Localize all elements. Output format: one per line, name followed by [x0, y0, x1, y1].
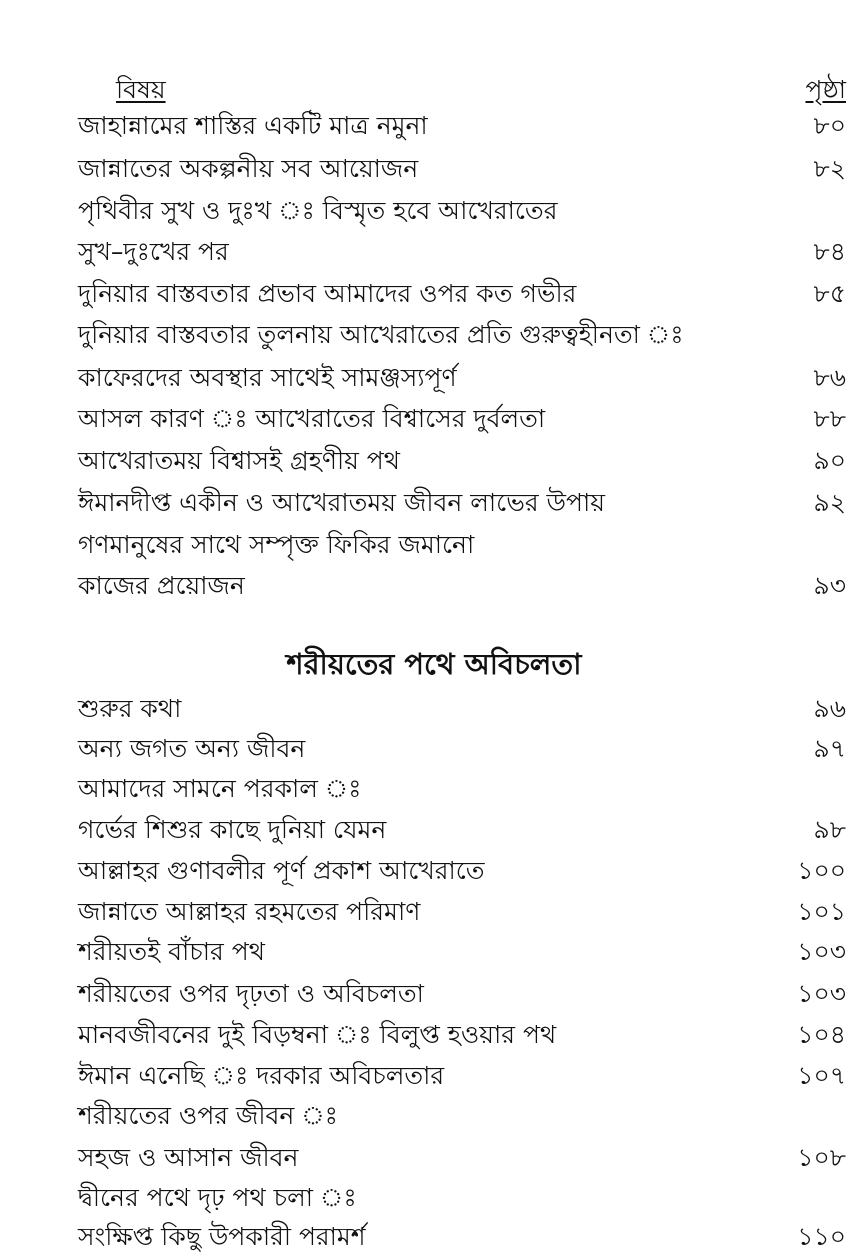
- toc-entry-page: ৯৭: [813, 734, 846, 763]
- toc-entry-title: কাজের প্রয়োজন: [78, 571, 245, 600]
- toc-entry-page: ৯৮: [813, 815, 846, 844]
- toc-entry: [78, 891, 846, 932]
- toc-entry-title: জান্নাতের অকল্পনীয় সব আয়োজন: [78, 154, 419, 183]
- toc-entry: [78, 105, 846, 146]
- toc-entry-page: ৮২: [813, 154, 846, 183]
- topic-column-header: বিষয়: [116, 75, 166, 104]
- toc-entry: [78, 931, 846, 972]
- toc-entry-page: ১১০: [797, 1222, 846, 1251]
- toc-entry: [78, 398, 846, 439]
- toc-entry: [78, 1137, 846, 1178]
- toc-entry-title: আখেরাতময় বিশ্বাসই গ্রহণীয় পথ: [78, 446, 400, 475]
- toc-entry-title: আল্লাহর গুণাবলীর পূর্ণ প্রকাশ আখেরাতে: [78, 856, 485, 885]
- toc-entry-title: গর্ভের শিশুর কাছে দুনিয়া যেমন: [78, 815, 387, 844]
- toc-entry-title: ঈমান এনেছি ঃ দরকার অবিচলতার: [78, 1061, 445, 1090]
- toc-entry-page: ৮০: [813, 111, 846, 140]
- toc-entry-title: শরীয়তের ওপর দৃঢ়তা ও অবিচলতা: [78, 979, 424, 1008]
- toc-entry-title: পৃথিবীর সুখ ও দুঃখ ঃ বিস্মৃত হবে আখেরাতের: [78, 196, 558, 225]
- toc-entry: [78, 190, 846, 231]
- toc-entry: [78, 728, 846, 769]
- toc-entry-page: ৯৬: [813, 694, 846, 723]
- toc-entry: [78, 1055, 846, 1096]
- page-column-header: পৃষ্ঠা: [805, 75, 846, 104]
- toc-entry: [78, 1014, 846, 1055]
- toc-entry-page: ১০৩: [797, 979, 846, 1008]
- toc-entry: [78, 850, 846, 891]
- toc-entry-page: ১০৪: [797, 1020, 846, 1049]
- toc-entry-title: শুরুর কথা: [78, 694, 182, 723]
- toc-entry-page: ১০৮: [797, 1143, 846, 1172]
- toc-entry-page: ১০৭: [797, 1061, 846, 1090]
- toc-entry: [78, 440, 846, 481]
- toc-entry: [78, 231, 846, 272]
- toc-entry-page: ৮৫: [813, 279, 846, 308]
- toc-entry-title: জান্নাতে আল্লাহর রহমতের পরিমাণ: [78, 897, 421, 926]
- toc-entry: [78, 973, 846, 1014]
- toc-entry-page: ১০১: [797, 897, 846, 926]
- toc-entry-page: ৮৬: [813, 363, 846, 392]
- toc-entry-page: ১০৩: [797, 937, 846, 966]
- toc-entry: [78, 482, 846, 523]
- toc-entry-title: শরীয়তের ওপর জীবন ঃ: [78, 1101, 339, 1130]
- toc-entry-title: দুনিয়ার বাস্তবতার প্রভাব আমাদের ওপর কত গভীর: [78, 279, 577, 308]
- toc-entry-title: অন্য জগত অন্য জীবন: [78, 734, 306, 763]
- toc-entry-page: ৯০: [813, 446, 846, 475]
- toc-entry-title: শরীয়তই বাঁচার পথ: [78, 937, 265, 966]
- toc-entry-title: জাহান্নামের শাস্তির একটি মাত্র নমুনা: [78, 111, 428, 140]
- toc-entry-page: ১০০: [797, 856, 846, 885]
- toc-entry-title: আসল কারণ ঃ আখেরাতের বিশ্বাসের দুর্বলতা: [78, 404, 546, 433]
- toc-entry-title: দ্বীনের পথে দৃঢ় পথ চলা ঃ: [78, 1183, 357, 1212]
- toc-entry-title: কাফেরদের অবস্থার সাথেই সামঞ্জস্যপূর্ণ: [78, 363, 457, 392]
- toc-entry-title: ঈমানদীপ্ত একীন ও আখেরাতময় জীবন লাভের উপায়: [78, 488, 605, 517]
- toc-entry: [78, 1177, 846, 1218]
- toc-entry: [78, 314, 846, 355]
- toc-entry: [78, 1095, 846, 1136]
- toc-entry: [78, 809, 846, 850]
- toc-entry-title: আমাদের সামনে পরকাল ঃ: [78, 774, 362, 803]
- toc-entry-title: দুনিয়ার বাস্তবতার তুলনায় আখেরাতের প্রতি গুরুত্বহীনতা ঃ: [78, 320, 684, 349]
- toc-entry: [78, 565, 846, 606]
- toc-entry: [78, 273, 846, 314]
- toc-entry-title: সুখ–দুঃখের পর: [78, 237, 229, 266]
- toc-entry: [78, 768, 846, 809]
- toc-entry-title: সংক্ষিপ্ত কিছু উপকারী পরামর্শ: [78, 1222, 366, 1251]
- toc-entry: [78, 524, 846, 565]
- toc-entry-title: মানবজীবনের দুই বিড়ম্বনা ঃ বিলুপ্ত হওয়ার পথ: [78, 1020, 557, 1049]
- toc-entry-page: ৮৮: [813, 404, 846, 433]
- toc-entry: [78, 357, 846, 398]
- toc-entry-title: গণমানুষের সাথে সম্পৃক্ত ফিকির জমানো: [78, 530, 475, 559]
- toc-entry: [78, 1216, 846, 1257]
- toc-entry: [78, 688, 846, 729]
- toc-entry: [78, 148, 846, 189]
- toc-entry-title: সহজ ও আসান জীবন: [78, 1143, 299, 1172]
- section-title: শরীয়তের পথে অবিচলতা: [286, 647, 582, 681]
- toc-entry-page: ৯২: [813, 488, 846, 517]
- toc-entry-page: ৯৩: [813, 571, 846, 600]
- toc-entry-page: ৮৪: [813, 237, 846, 266]
